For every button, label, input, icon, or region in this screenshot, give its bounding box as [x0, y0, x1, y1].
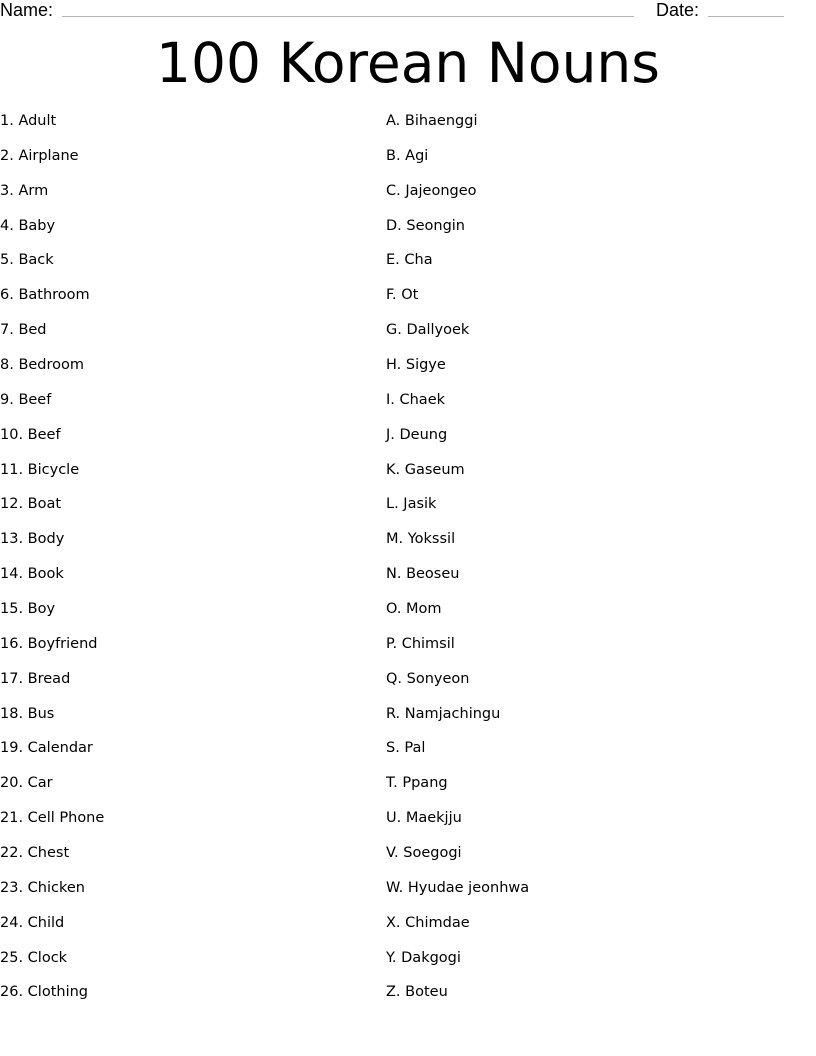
english-term-item: 14. Book [0, 566, 64, 583]
english-term-item: 5. Back [0, 252, 54, 269]
english-term-item: 20. Car [0, 775, 53, 792]
korean-term-item: O. Mom [386, 601, 442, 618]
english-term-item: 22. Chest [0, 845, 70, 862]
korean-term-item: C. Jajeongeo [386, 182, 477, 199]
worksheet-header [0, 0, 816, 22]
korean-term-item: W. Hyudae jeonhwa [386, 879, 530, 896]
korean-term-item: H. Sigye [386, 357, 446, 374]
korean-term-item: N. Beoseu [386, 566, 460, 583]
name-label: Name: [0, 0, 54, 20]
korean-terms-list [386, 110, 806, 1016]
korean-term-item: Y. Dakgogi [386, 949, 461, 966]
korean-term-item: B. Agi [386, 147, 429, 164]
english-term-item: 25. Clock [0, 949, 68, 966]
english-term-item: 17. Bread [0, 670, 71, 687]
english-term-item: 11. Bicycle [0, 461, 80, 478]
korean-term-item: I. Chaek [386, 391, 446, 408]
korean-term-item: D. Seongin [386, 217, 465, 234]
date-blank-line [708, 16, 784, 17]
english-term-item: 9. Beef [0, 391, 52, 408]
date-label: Date: [656, 0, 700, 20]
english-term-item: 18. Bus [0, 705, 55, 722]
english-term-item: 24. Child [0, 914, 65, 931]
english-term-item: 10. Beef [0, 426, 61, 443]
english-term-item: 13. Body [0, 531, 65, 548]
korean-term-item: J. Deung [386, 426, 448, 443]
korean-term-item: G. Dallyoek [386, 322, 470, 339]
korean-term-item: L. Jasik [386, 496, 437, 513]
english-term-item: 15. Boy [0, 601, 56, 618]
english-term-item: 8. Bedroom [0, 357, 85, 374]
english-term-item: 6. Bathroom [0, 287, 90, 304]
korean-term-item: F. Ot [386, 287, 419, 304]
english-term-item: 23. Chicken [0, 879, 85, 896]
korean-term-item: M. Yokssil [386, 531, 456, 548]
english-term-item: 2. Airplane [0, 147, 79, 164]
korean-term-item: S. Pal [386, 740, 426, 757]
korean-term-item: U. Maekjju [386, 810, 462, 827]
korean-term-item: Z. Boteu [386, 984, 448, 1001]
english-terms-list [0, 110, 380, 1016]
english-term-item: 12. Boat [0, 496, 62, 513]
english-term-item: 7. Bed [0, 322, 47, 339]
name-blank-line [62, 16, 634, 17]
korean-term-item: K. Gaseum [386, 461, 465, 478]
korean-term-item: P. Chimsil [386, 635, 455, 652]
english-term-item: 26. Clothing [0, 984, 88, 1001]
korean-term-item: X. Chimdae [386, 914, 470, 931]
page-title: 100 Korean Nouns [156, 31, 660, 95]
korean-term-item: T. Ppang [386, 775, 448, 792]
korean-term-item: A. Bihaenggi [386, 113, 478, 129]
korean-term-item: R. Namjachingu [386, 705, 501, 722]
korean-term-item: Q. Sonyeon [386, 670, 470, 687]
english-term-item: 4. Baby [0, 217, 56, 234]
english-term-item: 21. Cell Phone [0, 810, 105, 827]
korean-term-item: E. Cha [386, 252, 433, 269]
korean-term-item: V. Soegogi [386, 845, 462, 862]
english-term-item: 3. Arm [0, 182, 49, 199]
english-term-item: 16. Boyfriend [0, 635, 98, 652]
english-term-item: 1. Adult [0, 113, 57, 129]
english-term-item: 19. Calendar [0, 740, 93, 757]
